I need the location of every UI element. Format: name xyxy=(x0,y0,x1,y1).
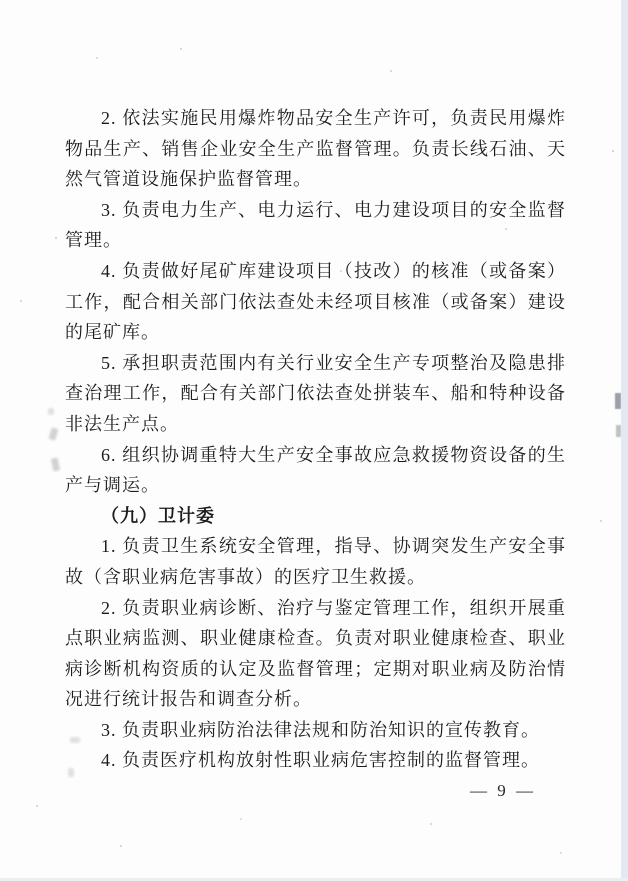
paragraph: 2. 依法实施民用爆炸物品安全生产许可，负责民用爆炸物品生产、销售企业安全生产监督管理。负责长线石油、天然气管道设施保护监督管理。 xyxy=(65,108,566,190)
paragraph: 6. 组织协调重特大生产安全事故应急救援物资设备的生产与调运。 xyxy=(65,444,566,496)
paragraph: 3. 负责电力生产、电力运行、电力建设项目的安全监督管理。 xyxy=(65,199,566,251)
page-text-block xyxy=(65,103,566,776)
paragraph: 2. 负责职业病诊断、治疗与鉴定管理工作，组织开展重点职业病监测、职业健康检查。负责对职业健康检查、职业病诊断机构资质的认定及监督管理；定期对职业病及防治情况进行统计报告和调查分析。 xyxy=(65,597,566,710)
scan-right-edge-band xyxy=(621,0,628,881)
scan-smudge xyxy=(70,737,80,743)
paragraph: 4. 负责医疗机构放射性职业病危害控制的监督管理。 xyxy=(101,750,540,771)
paragraph: 1. 负责卫生系统安全管理，指导、协调突发生产安全事故（含职业病危害事故）的医疗卫生救援。 xyxy=(65,536,566,587)
scan-smudge xyxy=(48,427,58,441)
scan-noise-speckles xyxy=(0,0,2,2)
section-heading: （九）卫计委 xyxy=(101,505,215,526)
page-number: — 9 — xyxy=(470,781,536,800)
paragraph: 5. 承担职责范围内有关行业安全生产专项整治及隐患排查治理工作，配合有关部门依法查处拼装车、船和特种设备非法生产点。 xyxy=(65,352,566,434)
scan-smudge xyxy=(48,408,54,415)
paragraph: 4. 负责做好尾矿库建设项目（技改）的核准（或备案）工作，配合相关部门依法查处未经项目核准（或备案）建设的尾矿库。 xyxy=(65,260,566,343)
paragraph: 3. 负责职业病防治法律法规和防治知识的宣传教育。 xyxy=(101,719,540,740)
scan-smudge xyxy=(68,768,74,777)
scan-smudge xyxy=(51,457,61,471)
